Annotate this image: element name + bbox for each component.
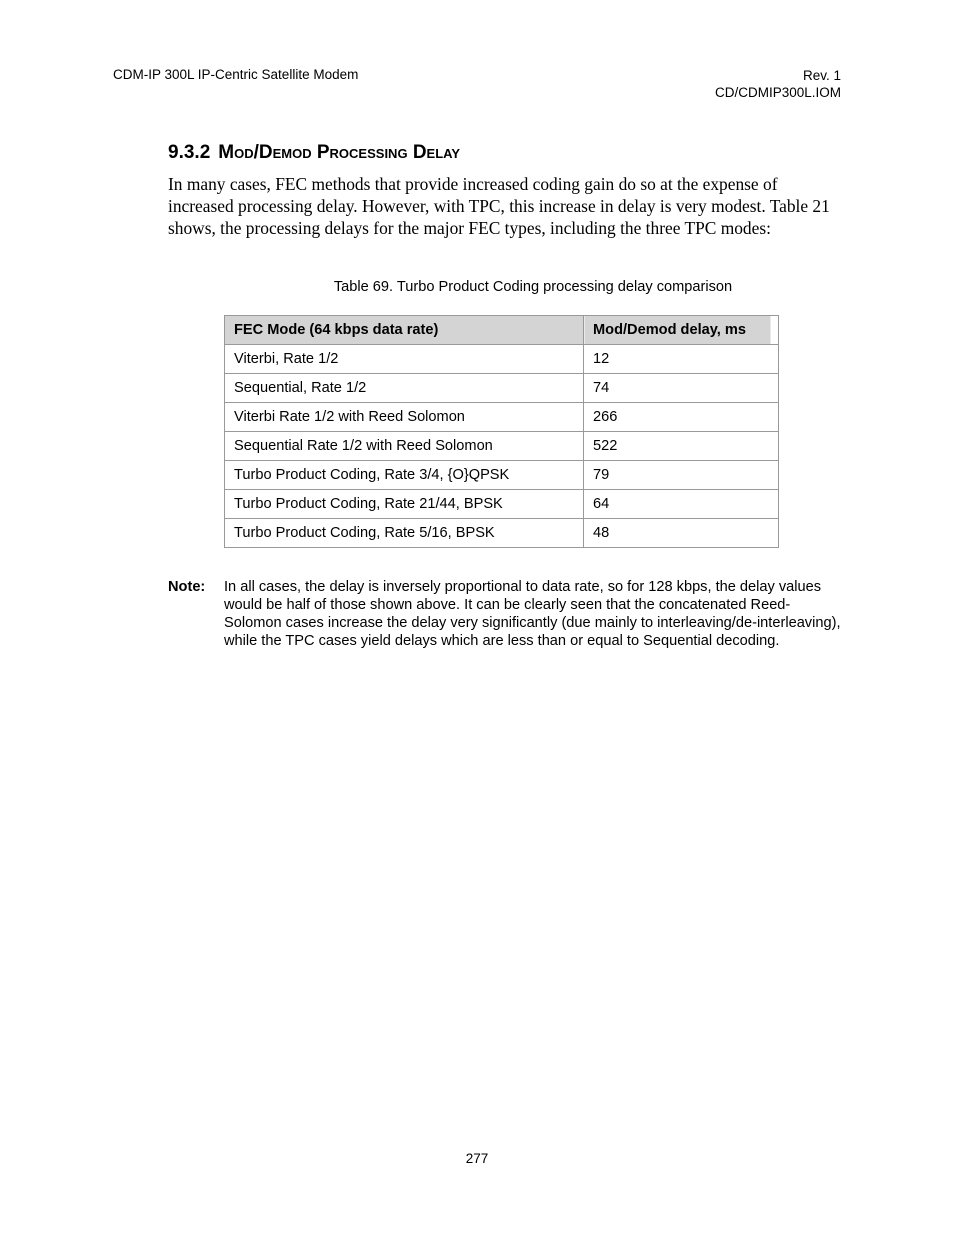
table-row xyxy=(225,403,779,432)
header-revision: Rev. 1 xyxy=(802,68,841,83)
table-row xyxy=(225,374,779,403)
table-cell: 48 xyxy=(584,519,779,548)
table-row xyxy=(225,519,779,548)
table-row xyxy=(225,345,779,374)
section-number: 9.3.2 xyxy=(168,142,211,163)
table-caption: Table 69. Turbo Product Coding processing delay comparison xyxy=(333,279,733,295)
body-paragraph: In many cases, FEC methods that provide increased coding gain do so at the expense of increased processing delay. However, with TPC, this increase in delay is very modest. Table 21 shows, the processing delays for the major FEC types, including the three TPC modes: xyxy=(168,174,830,238)
table-cell: 266 xyxy=(584,403,779,432)
section-heading xyxy=(168,141,460,165)
delay-comparison-table xyxy=(224,315,779,548)
note-label: Note: xyxy=(168,579,206,595)
table-cell: 522 xyxy=(584,432,779,461)
note-block xyxy=(168,578,844,650)
table-header-cell: FEC Mode (64 kbps data rate) xyxy=(225,316,584,345)
header-right xyxy=(715,67,841,101)
table-header-row xyxy=(225,316,779,345)
note-text: In all cases, the delay is inversely proportional to data rate, so for 128 kbps, the delay values would be half of those shown above. It can be clearly seen that the concatenated Reed-Solomon cases increase the delay very significantly (due mainly to interleaving/de-interleaving), while the TPC cases yield delays which are less than or equal to Sequential decoding. xyxy=(224,579,841,649)
table-cell: 64 xyxy=(584,490,779,519)
table-row xyxy=(225,461,779,490)
table-cell: 79 xyxy=(584,461,779,490)
table-header-cell: Mod/Demod delay, ms xyxy=(584,316,779,345)
table-row xyxy=(225,490,779,519)
table-cell: 12 xyxy=(584,345,779,374)
table-caption-wrap xyxy=(0,278,954,296)
page-number: 277 xyxy=(465,1151,489,1166)
table-cell: Sequential, Rate 1/2 xyxy=(225,374,584,403)
header-doc-title: CDM-IP 300L IP-Centric Satellite Modem xyxy=(113,67,359,82)
section-title: Mod/Demod Processing Delay xyxy=(218,142,461,163)
table-cell: Sequential Rate 1/2 with Reed Solomon xyxy=(225,432,584,461)
table-cell: Turbo Product Coding, Rate 5/16, BPSK xyxy=(225,519,584,548)
table-cell: Viterbi, Rate 1/2 xyxy=(225,345,584,374)
table-cell: 74 xyxy=(584,374,779,403)
table-row xyxy=(225,432,779,461)
header-doc-id: CD/CDMIP300L.IOM xyxy=(714,85,841,100)
table-cell: Turbo Product Coding, Rate 3/4, {O}QPSK xyxy=(225,461,584,490)
table-cell: Turbo Product Coding, Rate 21/44, BPSK xyxy=(225,490,584,519)
table-cell: Viterbi Rate 1/2 with Reed Solomon xyxy=(225,403,584,432)
